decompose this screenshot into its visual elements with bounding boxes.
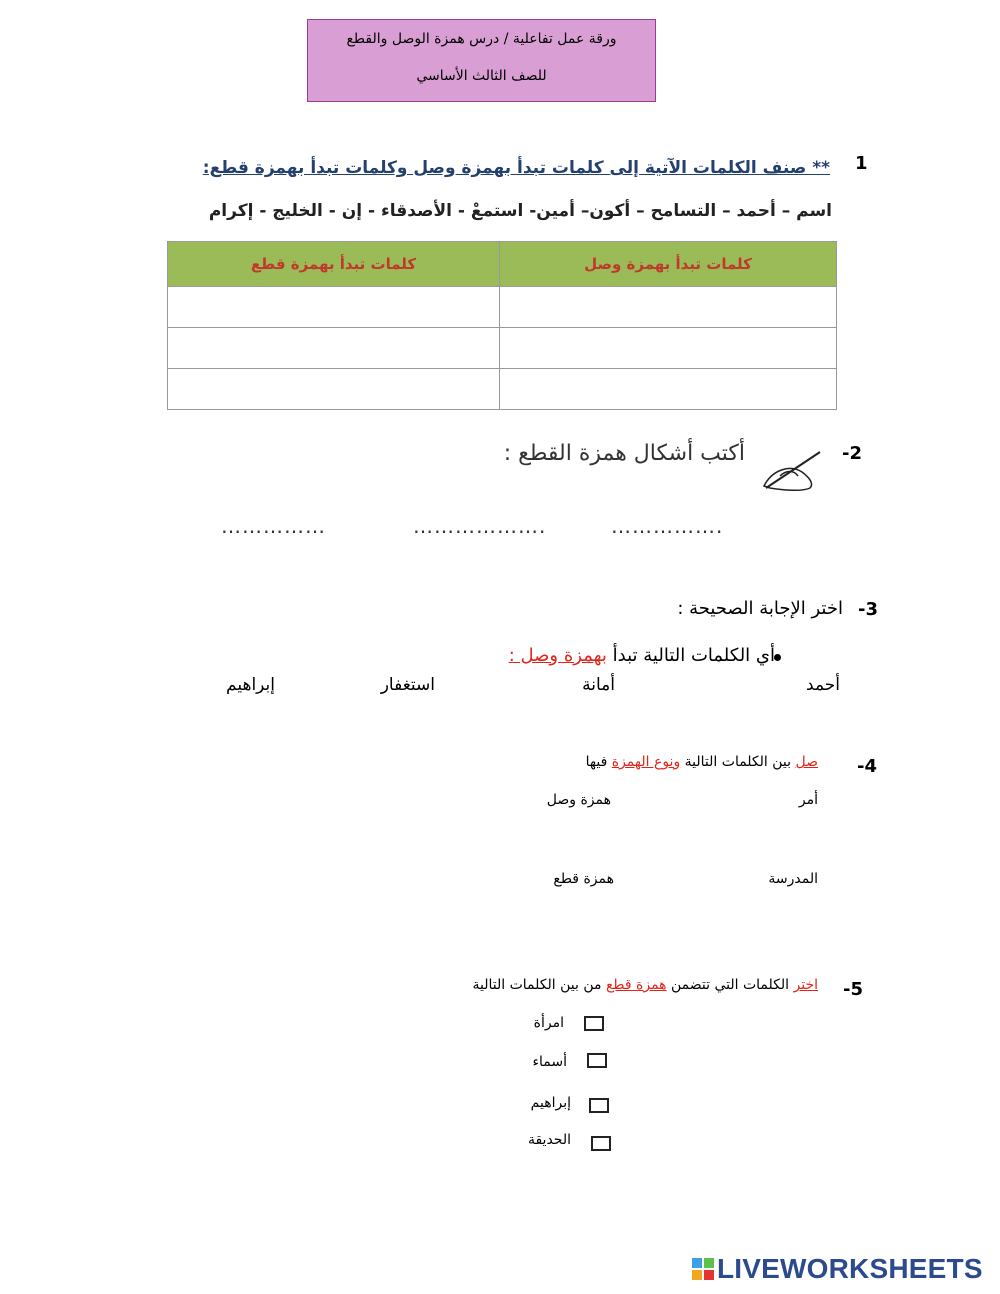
q3-choice-istighfar[interactable]: استغفار <box>380 675 435 695</box>
table-cell[interactable] <box>500 287 837 328</box>
worksheet-title-box <box>307 19 656 102</box>
q3-choice-ibrahim[interactable]: إبراهيم <box>226 675 275 695</box>
q3-choice-ahmad[interactable]: أحمد <box>806 675 840 695</box>
q1-number: 1 <box>855 153 868 174</box>
option-imraa: امرأة <box>533 1015 564 1031</box>
blank-line-2[interactable]: ………………. <box>413 514 547 538</box>
q4-text-part2: بين الكلمات التالية <box>680 754 796 770</box>
table-header-qat: كلمات تبدأ بهمزة قطع <box>168 242 500 287</box>
q4-instruction <box>586 754 818 770</box>
q3-choice-amana[interactable]: أمانة <box>582 675 615 695</box>
q5-text-part3: همزة قطع <box>605 977 667 993</box>
option-hadiqa: الحديقة <box>527 1132 571 1148</box>
q4-text-part1: صل <box>795 754 818 770</box>
logo-square <box>704 1270 714 1280</box>
match-word-amr[interactable]: أمر <box>798 792 818 808</box>
blank-line-1[interactable]: ……………. <box>611 514 724 538</box>
logo-square <box>704 1258 714 1268</box>
blank-line-3[interactable]: …………… <box>221 514 326 538</box>
q3-number: -3 <box>858 599 878 620</box>
q1-word-list: اسم – أحمد – التسامح – أكون– أمين- استمعْ - الأصدقاء - إن - الخليج - إكرام <box>208 201 832 221</box>
logo-square <box>692 1258 702 1268</box>
liveworksheets-logo <box>692 1253 983 1285</box>
q4-number: -4 <box>857 756 877 777</box>
logo-grid-icon <box>692 1258 714 1280</box>
logo-text: LIVEWORKSHEETS <box>717 1253 983 1284</box>
table-cell[interactable] <box>168 328 500 369</box>
pencil-hand-icon <box>762 448 824 492</box>
q5-text-part2: الكلمات التي تتضمن <box>666 977 794 993</box>
q3-prompt <box>509 645 775 666</box>
table-header-wasl: كلمات تبدأ بهمزة وصل <box>500 242 837 287</box>
q5-number: -5 <box>843 979 863 1000</box>
q5-text-part1: اختر <box>793 977 818 993</box>
checkbox-hadiqa[interactable] <box>591 1136 611 1151</box>
q3-instruction: اختر الإجابة الصحيحة : <box>677 598 843 619</box>
bullet-icon <box>774 654 781 661</box>
title-line-1: ورقة عمل تفاعلية / درس همزة الوصل والقطع <box>346 31 617 47</box>
match-word-madrasa[interactable]: المدرسة <box>768 871 818 887</box>
table-cell[interactable] <box>168 369 500 410</box>
table-cell[interactable] <box>500 369 837 410</box>
checkbox-imraa[interactable] <box>584 1016 604 1031</box>
q4-text-part3: ونوع الهمزة <box>611 754 681 770</box>
q2-instruction: أكتب أشكال همزة القطع : <box>503 441 745 466</box>
classification-table <box>167 241 837 410</box>
q1-heading: ** صنف الكلمات الآتية إلى كلمات تبدأ بهمزة وصل وكلمات تبدأ بهمزة قطع: <box>202 158 830 178</box>
title-line-2: للصف الثالث الأساسي <box>416 68 547 84</box>
option-ibrahim: إبراهيم <box>530 1095 571 1111</box>
q5-text-part4: من بين الكلمات التالية <box>472 977 606 993</box>
q2-number: -2 <box>842 443 862 464</box>
logo-square <box>692 1270 702 1280</box>
q5-instruction <box>473 977 819 993</box>
q4-text-part4: فيها <box>585 754 612 770</box>
option-asmaa: أسماء <box>532 1054 567 1070</box>
q3-prompt-highlight: بهمزة وصل : <box>508 645 607 666</box>
table-cell[interactable] <box>500 328 837 369</box>
checkbox-asmaa[interactable] <box>587 1053 607 1068</box>
table-cell[interactable] <box>168 287 500 328</box>
checkbox-ibrahim[interactable] <box>589 1098 609 1113</box>
match-type-qat[interactable]: همزة قطع <box>553 871 614 887</box>
q3-prompt-text: أي الكلمات التالية تبدأ <box>612 645 775 666</box>
match-type-wasl[interactable]: همزة وصل <box>546 792 611 808</box>
